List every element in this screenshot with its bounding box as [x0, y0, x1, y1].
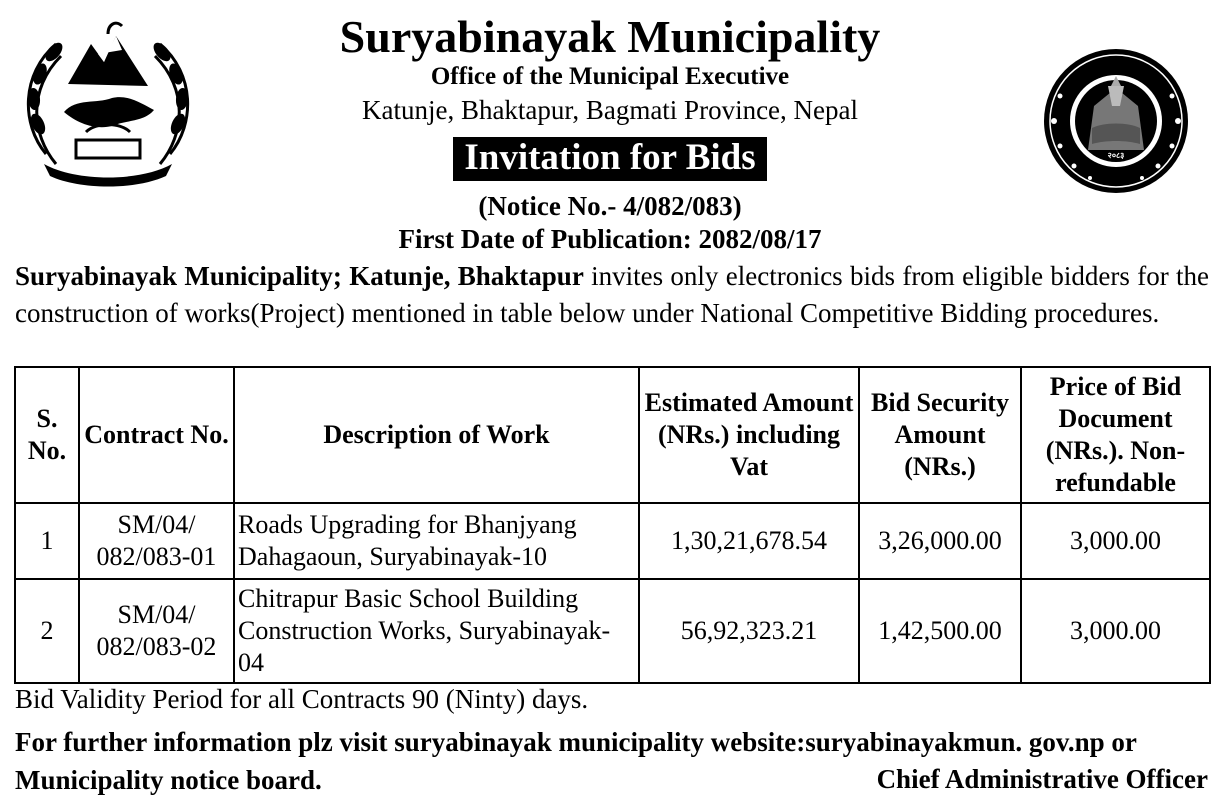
bid-validity-note: Bid Validity Period for all Contracts 90 (Ninty) days.: [15, 684, 589, 714]
municipality-seal-icon: [1030, 48, 1202, 194]
cell-price-of-document: 3,000.00: [1021, 579, 1210, 683]
seal-year: २०८३: [1107, 151, 1125, 160]
cell-estimated-amount: 56,92,323.21: [639, 579, 859, 683]
signatory-title: Chief Administrative Officer: [876, 764, 1208, 794]
cell-price-of-document: 3,000.00: [1021, 503, 1210, 579]
further-information-note: For further information plz visit suryabinayak municipality website:suryabinayakmun. gov.np or Municipality notice board.: [15, 727, 1137, 795]
cell-bid-security: 3,26,000.00: [859, 503, 1021, 579]
col-header-sno: S. No.: [15, 367, 79, 503]
col-header-price-of-document: Price of Bid Document (NRs.). Non-refundable: [1021, 367, 1210, 503]
col-header-estimated-amount: Estimated Amount (NRs.) including Vat: [639, 367, 859, 503]
cell-contract-no: SM/04/ 082/083-02: [79, 579, 234, 683]
cell-bid-security: 1,42,500.00: [859, 579, 1021, 683]
cell-description: Chitrapur Basic School Building Construction Works, Suryabinayak-04: [234, 579, 639, 683]
cell-contract-no: SM/04/ 082/083-01: [79, 503, 234, 579]
cell-sno: 1: [15, 503, 79, 579]
col-header-description: Description of Work: [234, 367, 639, 503]
intro-text: invites only electronics bids from eligible bidders for the construction of works(Project) mentioned in table below under National Competitive Bidding procedures.: [15, 261, 1209, 328]
cell-estimated-amount: 1,30,21,678.54: [639, 503, 859, 579]
heading-banner: [200, 137, 1020, 181]
cell-sno: 2: [15, 579, 79, 683]
intro-paragraph: [15, 258, 1209, 332]
municipality-title: Suryabinayak Municipality: [339, 11, 881, 62]
invitation-heading: Invitation for Bids: [453, 137, 766, 181]
nepal-government-emblem-icon: [16, 14, 200, 194]
table-row: [15, 579, 1210, 683]
table-header-row: [15, 367, 1210, 503]
col-header-bid-security: Bid Security Amount (NRs.): [859, 367, 1021, 503]
notice-number: (Notice No.- 4/082/083): [478, 191, 742, 221]
first-publication-date: First Date of Publication: 2082/08/17: [398, 224, 822, 254]
office-address: Katunje, Bhaktapur, Bagmati Province, Nepal: [361, 95, 859, 125]
bid-table: [14, 366, 1211, 684]
cell-description: Roads Upgrading for Bhanjyang Dahagaoun, Suryabinayak-10: [234, 503, 639, 579]
table-row: [15, 503, 1210, 579]
col-header-contract-no: Contract No.: [79, 367, 234, 503]
intro-municipality-name: Suryabinayak Municipality; Katunje, Bhaktapur: [15, 261, 584, 291]
office-name: Office of the Municipal Executive: [430, 63, 790, 90]
